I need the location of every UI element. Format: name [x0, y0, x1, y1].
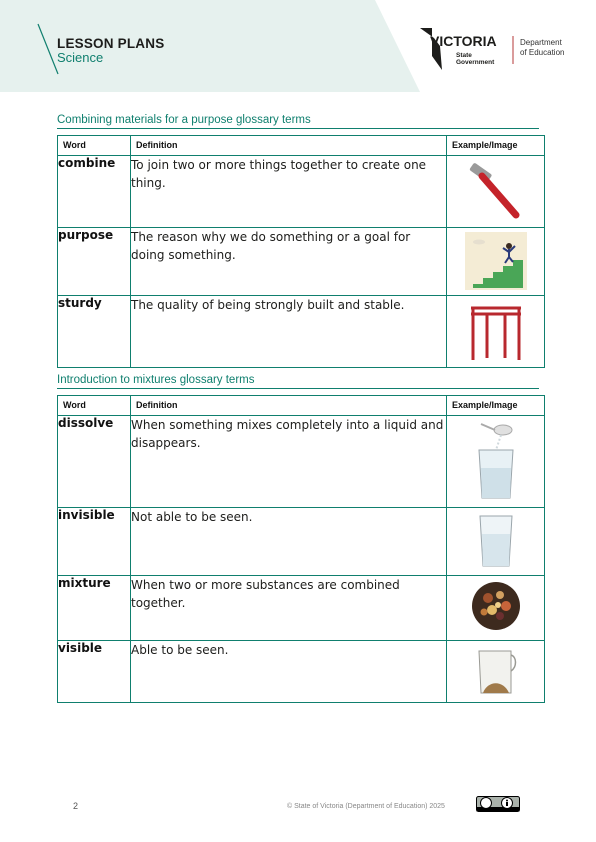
cc-by-icon [476, 796, 520, 812]
section-title-mixtures: Introduction to mixtures glossary terms [57, 374, 255, 386]
word-cell: sturdy [58, 296, 131, 368]
table-row [58, 156, 545, 228]
metal-frame-icon [465, 300, 527, 362]
table-header-row [58, 136, 545, 156]
definition-cell: Not able to be seen. [131, 508, 447, 576]
table-row [58, 228, 545, 296]
table-header-row [58, 396, 545, 416]
bowl-of-trail-mix-icon [470, 580, 522, 632]
word-cell: mixture [58, 576, 131, 641]
word-cell: visible [58, 641, 131, 703]
example-image-cell [447, 156, 545, 228]
brand-lockup [57, 37, 164, 65]
definition-cell: The quality of being strongly built and stable. [131, 296, 447, 368]
table-row [58, 296, 545, 368]
column-header-word: Word [58, 396, 131, 416]
definition-cell: The reason why we do something or a goal for doing something. [131, 228, 447, 296]
definition-cell: To join two or more things together to create one thing. [131, 156, 447, 228]
word-cell: purpose [58, 228, 131, 296]
column-header-definition: Definition [131, 396, 447, 416]
gov-name: VICTORIA [430, 33, 497, 49]
column-header-word: Word [58, 136, 131, 156]
example-image-cell [447, 508, 545, 576]
spoon-into-glass-icon [471, 420, 521, 502]
example-image-cell [447, 296, 545, 368]
dept-line1: Department [520, 38, 562, 47]
section-rule [57, 128, 539, 129]
brand-subtitle: Science [57, 50, 104, 65]
beaker-with-sand-icon [473, 645, 519, 697]
table-row [58, 416, 545, 508]
glass-of-water-icon [476, 512, 516, 570]
definition-cell: When something mixes completely into a liquid and disappears. [131, 416, 447, 508]
word-cell: dissolve [58, 416, 131, 508]
word-cell: invisible [58, 508, 131, 576]
section-rule [57, 388, 539, 389]
example-image-cell [447, 576, 545, 641]
gov-sub2: Government [456, 59, 495, 66]
dept-line2: of Education [520, 48, 565, 57]
glossary-table-mixtures [57, 395, 545, 703]
page-number: 2 [73, 801, 79, 811]
victoria-government-logo [420, 26, 580, 74]
example-image-cell [447, 641, 545, 703]
copyright-notice: © State of Victoria (Department of Education) 2025 [287, 803, 445, 810]
table-row [58, 576, 545, 641]
glossary-table-combining [57, 135, 545, 368]
table-row [58, 508, 545, 576]
definition-cell: When two or more substances are combined together. [131, 576, 447, 641]
section-title-combining: Combining materials for a purpose glossary terms [57, 114, 311, 126]
person-climbing-stairs-icon [465, 232, 527, 290]
table-row [58, 641, 545, 703]
definition-cell: Able to be seen. [131, 641, 447, 703]
hammer-icon [466, 160, 526, 222]
word-cell: combine [58, 156, 131, 228]
gov-sub1: State [456, 52, 472, 59]
column-header-example: Example/Image [447, 136, 545, 156]
column-header-definition: Definition [131, 136, 447, 156]
column-header-example: Example/Image [447, 396, 545, 416]
example-image-cell [447, 416, 545, 508]
example-image-cell [447, 228, 545, 296]
brand-title: LESSON PLANS [57, 36, 165, 51]
